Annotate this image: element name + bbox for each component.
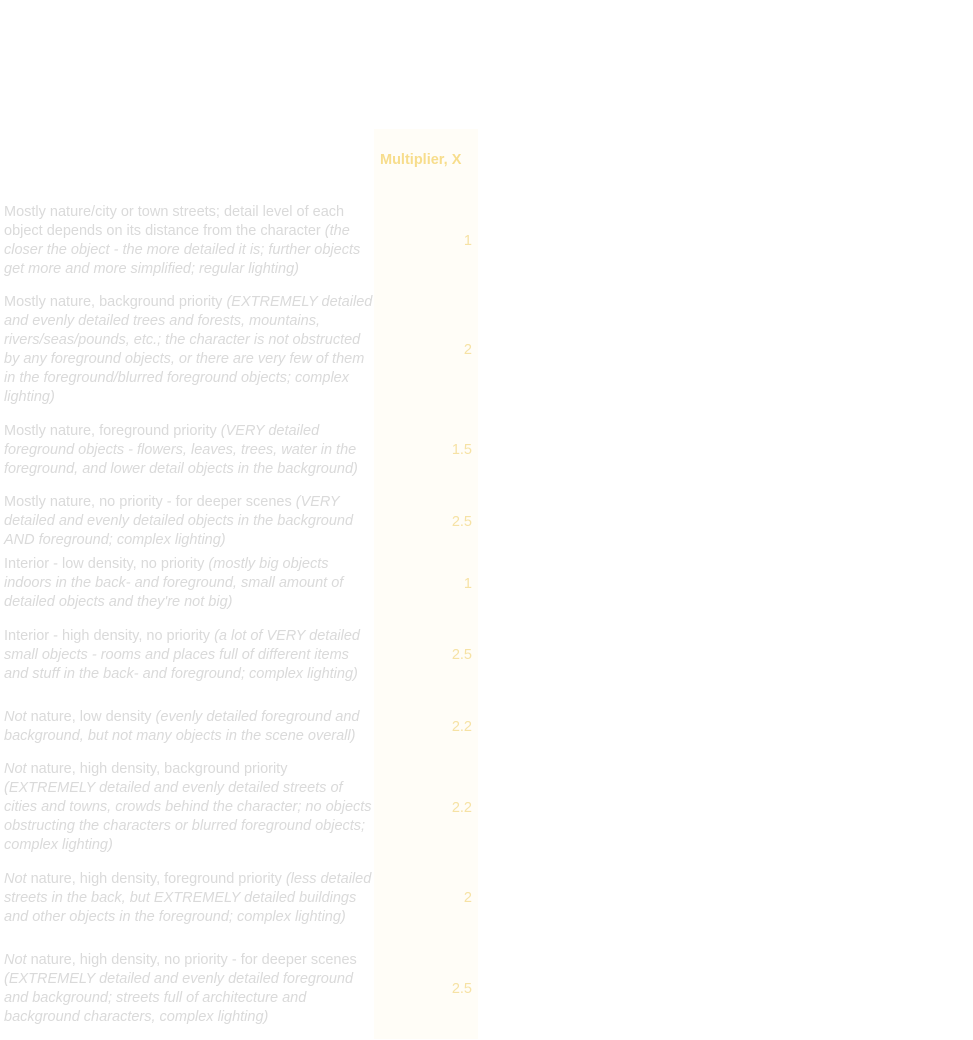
multiplier-header: Multiplier, X — [374, 129, 478, 191]
row-description — [0, 615, 374, 696]
table-row — [0, 696, 478, 758]
row-multiplier-value: 2.2 — [374, 696, 478, 758]
row-description-text — [4, 491, 374, 553]
row-description — [0, 191, 374, 291]
row-description — [0, 491, 374, 553]
row-description-text — [4, 201, 374, 282]
table-header-row — [0, 129, 478, 191]
row-description — [0, 410, 374, 491]
row-multiplier-value: 2.2 — [374, 758, 478, 858]
row-description-main: Mostly nature, foreground priority — [4, 422, 221, 439]
table-row — [0, 758, 478, 858]
row-description — [0, 553, 374, 615]
table-body — [0, 191, 478, 1039]
row-description-text — [4, 420, 374, 482]
table-row — [0, 615, 478, 696]
row-description-main: nature, high density, foreground priority — [26, 870, 286, 887]
row-multiplier-value: 2.5 — [374, 939, 478, 1039]
row-description-note: (VERY detailed foreground objects - flowers, leaves, trees, water in the foreground, and lower detail objects in the background) — [4, 422, 358, 477]
row-multiplier-value: 1 — [374, 191, 478, 291]
table-row — [0, 291, 478, 410]
table-row — [0, 491, 478, 553]
row-multiplier-value: 1 — [374, 553, 478, 615]
row-description-note: (EXTREMELY detailed and evenly detailed foreground and background; streets full of architecture and background characters, complex lighting) — [4, 970, 354, 1025]
row-description-text — [4, 706, 374, 749]
row-description-prefix: Not — [4, 951, 27, 968]
row-description-text — [4, 758, 374, 858]
row-description-text — [4, 949, 374, 1030]
row-description — [0, 291, 374, 410]
row-description-prefix: Not — [4, 761, 27, 777]
row-description-text — [4, 553, 374, 615]
row-description-main: Mostly nature/city or town streets; detail level of each object depends on its distance from the character — [4, 203, 345, 239]
row-description-main: Mostly nature, no priority - for deeper scenes — [4, 494, 296, 510]
row-multiplier-value: 2 — [374, 291, 478, 410]
table-row — [0, 858, 478, 939]
row-description-main: Interior - low density, no priority — [4, 556, 209, 572]
row-description-note: (VERY detailed and evenly detailed objects in the background AND foreground; complex lighting) — [4, 494, 354, 548]
row-description-text — [4, 868, 374, 930]
table-row — [0, 191, 478, 291]
multiplier-table — [0, 129, 478, 1039]
row-multiplier-value: 1.5 — [374, 410, 478, 491]
row-description-note: (EXTREMELY detailed and evenly detailed trees and forests, mountains, rivers/seas/pounds, etc.; the character is not obstructed by any foreground objects, or there are very few of them in the foreground/blurred foreground objects; complex lighting) — [4, 294, 373, 405]
row-description — [0, 758, 374, 858]
row-description — [0, 858, 374, 939]
row-description-text — [4, 291, 374, 410]
row-description-main: nature, low density — [26, 708, 156, 725]
row-description-main: nature, high density, background priority — [26, 761, 288, 777]
row-description-prefix: Not — [4, 870, 27, 887]
row-description-note: (a lot of VERY detailed small objects - rooms and places full of different items and stuff in the back- and foreground; complex lighting) — [4, 627, 360, 682]
row-description-main: Interior - high density, no priority — [4, 627, 215, 644]
row-multiplier-value: 2.5 — [374, 491, 478, 553]
row-description-note: (evenly detailed foreground and background, but not many objects in the scene overall) — [4, 708, 360, 744]
table-row — [0, 939, 478, 1039]
row-description-main: Mostly nature, background priority — [4, 294, 227, 310]
row-description-note: (EXTREMELY detailed and evenly detailed streets of cities and towns, crowds behind the character; no objects obstructing the characters or blurred foreground objects; complex lighting) — [4, 780, 372, 853]
table-row — [0, 553, 478, 615]
row-multiplier-value: 2 — [374, 858, 478, 939]
row-description — [0, 696, 374, 758]
row-multiplier-value: 2.5 — [374, 615, 478, 696]
table-row — [0, 410, 478, 491]
row-description-note: (mostly big objects indoors in the back- and foreground, small amount of detailed objects and they're not big) — [4, 556, 344, 610]
description-header-cell — [0, 129, 374, 191]
row-description-note: (the closer the object - the more detailed it is; further objects get more and more simplified; regular lighting) — [4, 222, 361, 277]
row-description-prefix: Not — [4, 708, 27, 725]
row-description — [0, 939, 374, 1039]
row-description-text — [4, 625, 374, 687]
row-description-note: (less detailed streets in the back, but EXTREMELY detailed buildings and other objects in the foreground; complex lighting) — [4, 870, 372, 925]
row-description-main: nature, high density, no priority - for deeper scenes — [26, 951, 357, 968]
